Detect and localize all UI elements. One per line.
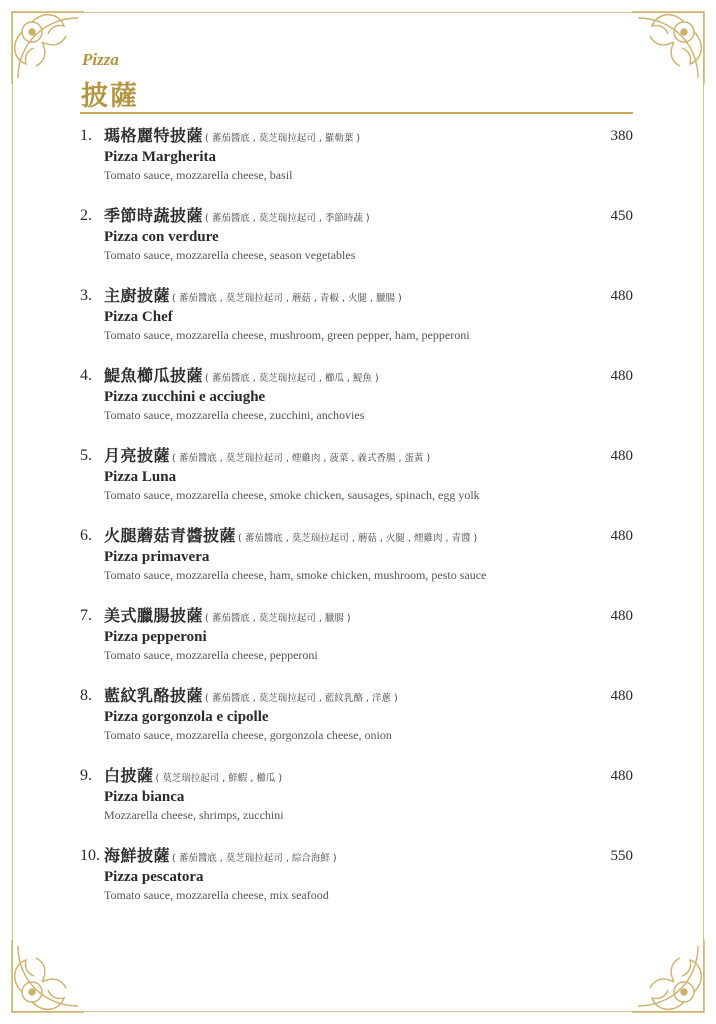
section-title-en: Pizza xyxy=(82,50,119,69)
item-description-en: Tomato sauce, mozzarella cheese, zucchini, anchovies xyxy=(104,408,365,422)
item-name-zh: 月亮披薩 xyxy=(104,446,171,465)
item-number: 3. xyxy=(80,287,92,304)
item-title-line xyxy=(104,126,573,149)
item-name-en: Pizza Margherita xyxy=(104,149,217,165)
item-title-line xyxy=(104,606,573,629)
menu-item xyxy=(80,606,633,686)
item-price: 480 xyxy=(610,608,633,624)
menu-item xyxy=(80,526,633,606)
item-name-en: Pizza bianca xyxy=(104,789,185,805)
menu-item xyxy=(80,286,633,366)
item-name-zh: 藍紋乳酪披薩 xyxy=(104,686,204,705)
item-number: 7. xyxy=(80,607,92,624)
item-price: 480 xyxy=(610,768,633,784)
item-name-en: Pizza pescatora xyxy=(104,869,204,885)
item-name-en: Pizza pepperoni xyxy=(104,629,207,645)
item-price: 550 xyxy=(610,848,633,864)
ornament-corner-icon xyxy=(4,934,90,1020)
item-ingredients-zh: ( 蕃茄醬底 , 莫芝瑞拉起司 , 櫛瓜 , 鯷魚 ) xyxy=(205,373,379,384)
item-name-en: Pizza gorgonzola e cipolle xyxy=(104,709,269,725)
menu-item xyxy=(80,366,633,446)
item-name-en: Pizza primavera xyxy=(104,549,210,565)
menu-item xyxy=(80,206,633,286)
item-description-en: Tomato sauce, mozzarella cheese, basil xyxy=(104,168,293,182)
menu-item xyxy=(80,126,633,206)
item-name-zh: 瑪格麗特披薩 xyxy=(104,126,204,145)
item-number: 2. xyxy=(80,207,92,224)
item-description-en: Tomato sauce, mozzarella cheese, gorgonzola cheese, onion xyxy=(104,728,392,742)
item-ingredients-zh: ( 蕃茄醬底 , 莫芝瑞拉起司 , 蘑菇 , 青椒 , 火腿 , 臘腸 ) xyxy=(172,293,402,304)
item-number: 4. xyxy=(80,367,92,384)
item-number: 8. xyxy=(80,687,92,704)
item-number: 6. xyxy=(80,527,92,544)
item-name-en: Pizza zucchini e acciughe xyxy=(104,389,266,405)
item-name-zh: 主廚披薩 xyxy=(104,286,171,305)
item-name-zh: 白披薩 xyxy=(104,766,154,785)
item-number: 1. xyxy=(80,127,92,144)
item-ingredients-zh: ( 蕃茄醬底 , 莫芝瑞拉起司 , 臘腸 ) xyxy=(205,613,351,624)
item-ingredients-zh: ( 蕃茄醬底 , 莫芝瑞拉起司 , 羅勒葉 ) xyxy=(205,133,361,144)
item-number: 10. xyxy=(80,847,100,864)
item-ingredients-zh: ( 蕃茄醬底 , 莫芝瑞拉起司 , 綜合海鮮 ) xyxy=(172,853,337,864)
ornament-corner-icon xyxy=(626,934,712,1020)
ornament-corner-icon xyxy=(4,4,90,90)
item-ingredients-zh: ( 莫芝瑞拉起司 , 鮮蝦 , 櫛瓜 ) xyxy=(155,773,283,784)
item-description-en: Tomato sauce, mozzarella cheese, pepperoni xyxy=(104,648,318,662)
item-title-line xyxy=(104,446,573,469)
item-description-en: Tomato sauce, mozzarella cheese, mushroom, green pepper, ham, pepperoni xyxy=(104,328,470,342)
item-title-line xyxy=(104,206,573,229)
ornament-corner-icon xyxy=(626,4,712,90)
title-divider xyxy=(80,112,633,114)
section-title-zh: 披薩 xyxy=(81,81,139,112)
item-ingredients-zh: ( 蕃茄醬底 , 莫芝瑞拉起司 , 蘑菇 , 火腿 , 煙雞肉 , 青醬 ) xyxy=(238,533,478,544)
item-price: 480 xyxy=(610,688,633,704)
item-name-en: Pizza Luna xyxy=(104,469,177,485)
item-price: 480 xyxy=(610,528,633,544)
item-price: 480 xyxy=(610,368,633,384)
menu-item xyxy=(80,766,633,846)
menu-item xyxy=(80,446,633,526)
item-title-line xyxy=(104,286,573,309)
item-description-en: Tomato sauce, mozzarella cheese, ham, smoke chicken, mushroom, pesto sauce xyxy=(104,568,487,582)
item-description-en: Tomato sauce, mozzarella cheese, smoke chicken, sausages, spinach, egg yolk xyxy=(104,488,480,502)
item-name-en: Pizza con verdure xyxy=(104,229,219,245)
item-title-line xyxy=(104,766,573,789)
item-number: 5. xyxy=(80,447,92,464)
item-price: 480 xyxy=(610,288,633,304)
item-name-zh: 季節時蔬披薩 xyxy=(104,206,204,225)
item-title-line xyxy=(104,366,573,389)
item-name-zh: 海鮮披薩 xyxy=(104,846,171,865)
item-price: 380 xyxy=(610,128,633,144)
item-description-en: Mozzarella cheese, shrimps, zucchini xyxy=(104,808,284,822)
item-ingredients-zh: ( 蕃茄醬底 , 莫芝瑞拉起司 , 藍紋乳酪 , 洋蔥 ) xyxy=(205,693,398,704)
item-ingredients-zh: ( 蕃茄醬底 , 莫芝瑞拉起司 , 季節時蔬 ) xyxy=(205,213,370,224)
item-number: 9. xyxy=(80,767,92,784)
item-title-line xyxy=(104,686,573,709)
item-name-zh: 美式臘腸披薩 xyxy=(104,606,204,625)
item-name-en: Pizza Chef xyxy=(104,309,173,325)
item-price: 450 xyxy=(610,208,633,224)
item-price: 480 xyxy=(610,448,633,464)
menu-item xyxy=(80,846,633,926)
item-name-zh: 火腿蘑菇青醬披薩 xyxy=(104,526,237,545)
item-name-zh: 鯷魚櫛瓜披薩 xyxy=(104,366,204,385)
item-title-line xyxy=(104,526,573,549)
item-title-line xyxy=(104,846,573,869)
menu-list xyxy=(80,126,633,926)
item-ingredients-zh: ( 蕃茄醬底 , 莫芝瑞拉起司 , 煙雞肉 , 菠菜 , 義式香腸 , 蛋黃 ) xyxy=(172,453,431,464)
menu-item xyxy=(80,686,633,766)
item-description-en: Tomato sauce, mozzarella cheese, mix seafood xyxy=(104,888,329,902)
item-description-en: Tomato sauce, mozzarella cheese, season vegetables xyxy=(104,248,356,262)
